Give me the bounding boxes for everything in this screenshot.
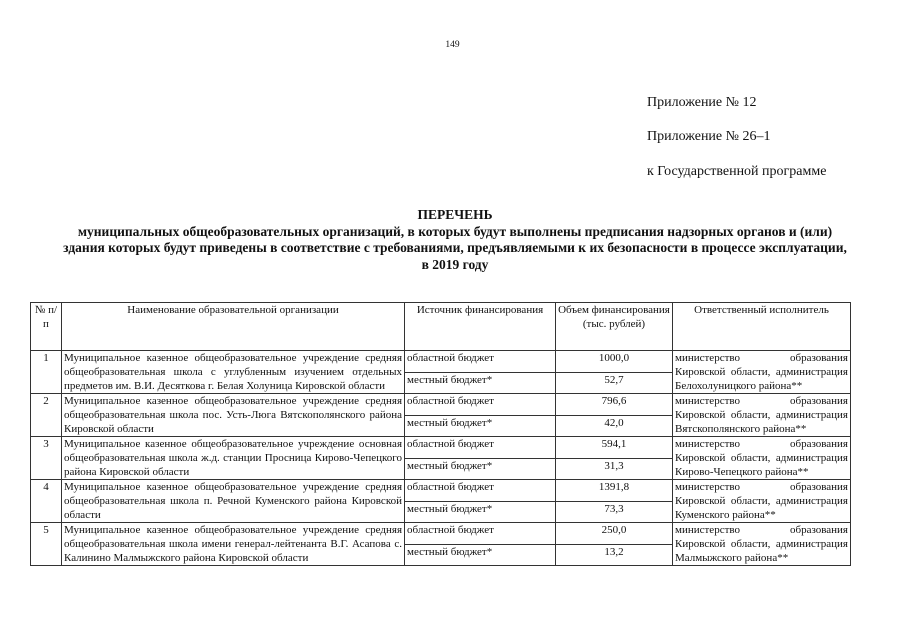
title-subtitle: муниципальных общеобразовательных организаций, в которых будут выполнены предписания надзорных органов и (или) здания которых будут приведены в соответствие с требованиями, предъявляемыми к их безопасности в процессе эксплуатации, в 2019 году [63, 223, 847, 272]
row-amount-regional: 1391,8 [556, 480, 673, 502]
row-amount-local: 13,2 [556, 544, 673, 566]
title-heading: ПЕРЕЧЕНЬ [417, 207, 493, 222]
row-org: Муниципальное казенное общеобразовательное учреждение средняя общеобразовательная школа имени генерал-лейтенанта В.Г. Асапова с. Калинино Малмыжского района Кировской области [62, 523, 405, 566]
annex-line-1: Приложение № 12 [647, 95, 757, 110]
row-num: 4 [31, 480, 62, 523]
page-number: 149 [445, 40, 460, 50]
header-source: Источник финансирования [405, 303, 556, 351]
row-executor: министерство образования Кировской области, администрация Куменского района** [673, 480, 851, 523]
table-row [31, 437, 851, 459]
row-source-regional: областной бюджет [405, 480, 556, 502]
row-source-local: местный бюджет* [405, 415, 556, 437]
row-executor: министерство образования Кировской области, администрация Малмыжского района** [673, 523, 851, 566]
header-amount: Объем финансирования (тыс. рублей) [556, 303, 673, 351]
row-org: Муниципальное казенное общеобразовательное учреждение средняя общеобразовательная школа с углубленным изучением отдельных предметов им. В.И. Десяткова г. Белая Холуница Кировской области [62, 351, 405, 394]
row-num: 1 [31, 351, 62, 394]
table-row [31, 351, 851, 373]
table-row [31, 480, 851, 502]
row-executor: министерство образования Кировской области, администрация Белохолуницкого района** [673, 351, 851, 394]
document-title [60, 207, 850, 273]
row-source-regional: областной бюджет [405, 351, 556, 373]
row-num: 3 [31, 437, 62, 480]
row-org: Муниципальное казенное общеобразовательное учреждение средняя общеобразовательная школа п. Речной Куменского района Кировской области [62, 480, 405, 523]
row-source-local: местный бюджет* [405, 372, 556, 394]
row-amount-local: 42,0 [556, 415, 673, 437]
row-amount-regional: 796,6 [556, 394, 673, 416]
row-source-local: местный бюджет* [405, 458, 556, 480]
annex-line-2: Приложение № 26–1 [647, 129, 771, 144]
row-amount-regional: 594,1 [556, 437, 673, 459]
header-executor: Ответственный исполнитель [673, 303, 851, 351]
row-executor: министерство образования Кировской области, администрация Кирово-Чепецкого района** [673, 437, 851, 480]
row-org: Муниципальное казенное общеобразовательное учреждение средняя общеобразовательная школа пос. Усть-Люга Вятскополянского района Кировской области [62, 394, 405, 437]
row-amount-local: 73,3 [556, 501, 673, 523]
row-amount-regional: 1000,0 [556, 351, 673, 373]
row-amount-local: 31,3 [556, 458, 673, 480]
organizations-table [30, 302, 851, 566]
table-header-row [31, 303, 851, 351]
annex-line-3: к Государственной программе [647, 164, 827, 179]
row-org: Муниципальное казенное общеобразовательное учреждение основная общеобразовательная школа ж.д. станции Просница Кирово-Чепецкого района Кировской области [62, 437, 405, 480]
row-source-local: местный бюджет* [405, 501, 556, 523]
table-row [31, 394, 851, 416]
row-amount-regional: 250,0 [556, 523, 673, 545]
row-source-regional: областной бюджет [405, 523, 556, 545]
row-source-local: местный бюджет* [405, 544, 556, 566]
table-row [31, 523, 851, 545]
row-num: 5 [31, 523, 62, 566]
row-num: 2 [31, 394, 62, 437]
row-source-regional: областной бюджет [405, 437, 556, 459]
header-org: Наименование образовательной организации [62, 303, 405, 351]
row-amount-local: 52,7 [556, 372, 673, 394]
row-source-regional: областной бюджет [405, 394, 556, 416]
row-executor: министерство образования Кировской области, администрация Вятскополянского района** [673, 394, 851, 437]
header-num: № п/п [31, 303, 62, 351]
